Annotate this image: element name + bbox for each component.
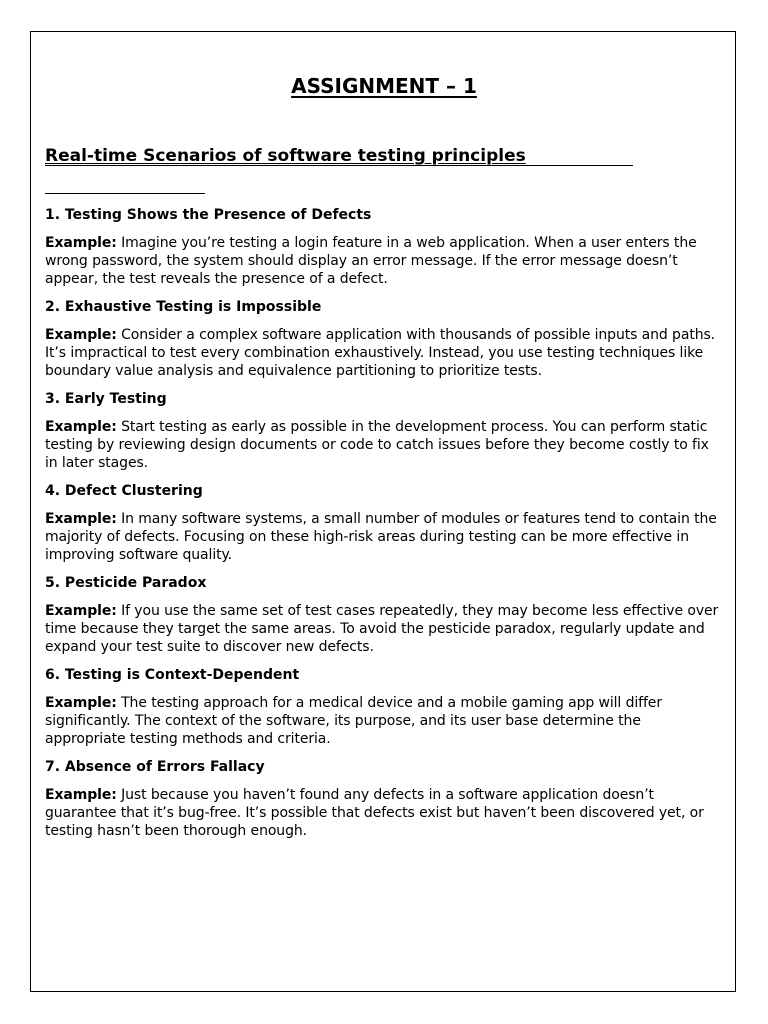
example-text: The testing approach for a medical device and a mobile gaming app will differ significantly. The context of the software, its purpose, and its user base determine the appropriate testing methods and criteria. [45, 695, 662, 748]
section [45, 666, 725, 749]
example-label: Example: [45, 787, 117, 803]
section [45, 390, 725, 473]
section-heading: 5. Pesticide Paradox [45, 575, 207, 591]
section-example [45, 418, 725, 473]
section [45, 206, 725, 289]
section-example [45, 326, 725, 381]
example-label: Example: [45, 327, 117, 343]
example-text: Start testing as early as possible in the development process. You can perform static testing by reviewing design documents or code to catch issues before they become costly to fix in later stages. [45, 419, 709, 472]
example-label: Example: [45, 603, 117, 619]
example-label: Example: [45, 695, 117, 711]
section-example [45, 694, 725, 749]
section-heading: 6. Testing is Context-Dependent [45, 667, 300, 683]
example-text: Imagine you’re testing a login feature in a web application. When a user enters the wrong password, the system should display an error message. If the error message doesn’t appear, the test reveals the presence of a defect. [45, 235, 697, 288]
section-heading: 7. Absence of Errors Fallacy [45, 759, 265, 775]
section [45, 574, 725, 657]
example-text: In many software systems, a small number of modules or features tend to contain the majority of defects. Focusing on these high-risk areas during testing can be more effective in improving software quality. [45, 511, 717, 564]
section-example [45, 234, 725, 289]
example-text: Consider a complex software application with thousands of possible inputs and paths. It’s impractical to test every combination exhaustively. Instead, you use testing techniques like boundary value analysis and equivalence partitioning to prioritize tests. [45, 327, 716, 380]
document-subtitle [45, 146, 633, 166]
page-title [0, 74, 768, 98]
section [45, 298, 725, 381]
section-example [45, 510, 725, 565]
example-text: If you use the same set of test cases repeatedly, they may become less effective over time because they target the same areas. To avoid the pesticide paradox, regularly update and expand your test suite to discover new defects. [45, 603, 719, 656]
section [45, 758, 725, 841]
section-heading: 4. Defect Clustering [45, 483, 203, 499]
section-heading: 1. Testing Shows the Presence of Defects [45, 207, 372, 223]
section-heading: 3. Early Testing [45, 391, 167, 407]
section [45, 482, 725, 565]
section-heading: 2. Exhaustive Testing is Impossible [45, 299, 322, 315]
document-subtitle-text: Real-time Scenarios of software testing principles [45, 146, 526, 166]
section-example [45, 786, 725, 841]
example-label: Example: [45, 511, 117, 527]
example-label: Example: [45, 235, 117, 251]
section-example [45, 602, 725, 657]
page-title-text: ASSIGNMENT – 1 [291, 74, 477, 98]
sections-list [45, 206, 725, 850]
example-label: Example: [45, 419, 117, 435]
example-text: Just because you haven’t found any defects in a software application doesn’t guarantee that it’s bug-free. It’s possible that defects exist but haven’t been discovered yet, or testing hasn’t been thorough enough. [45, 787, 704, 840]
subtitle-rule [45, 193, 205, 194]
